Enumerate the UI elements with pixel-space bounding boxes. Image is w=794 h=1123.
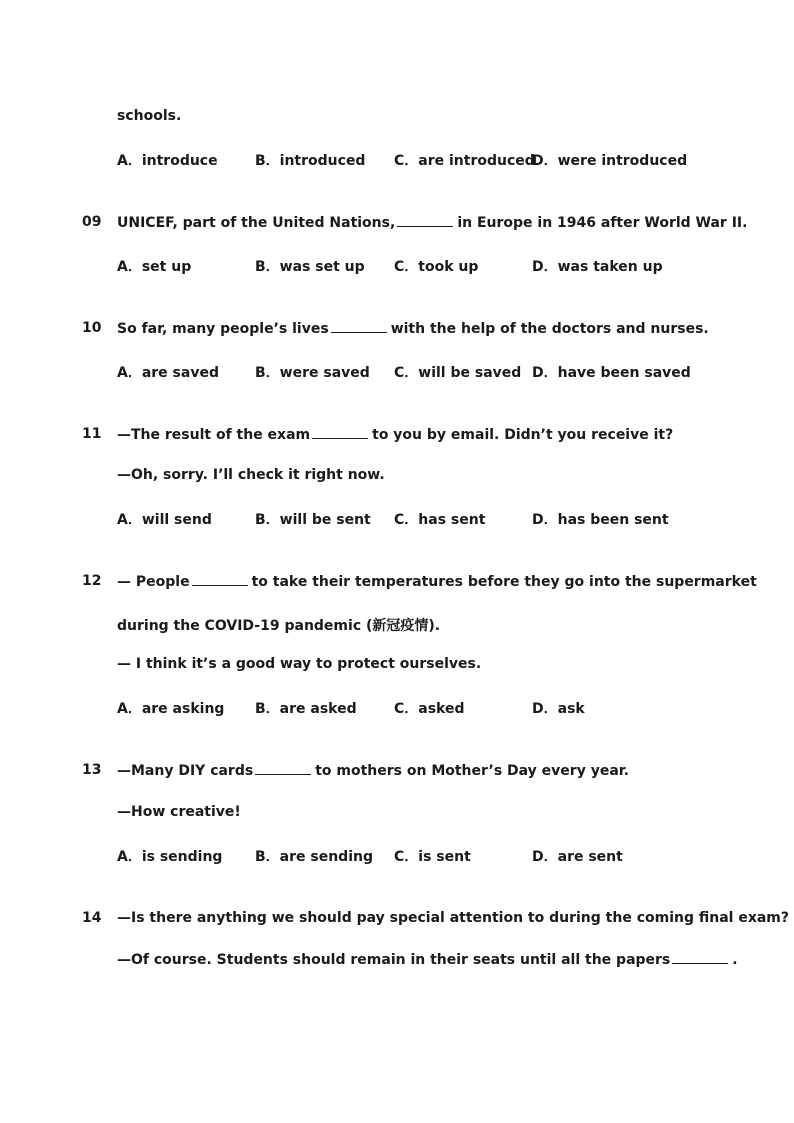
q12-option-b: B．are asked <box>255 701 357 717</box>
q10-option-c: C．will be saved <box>394 365 522 381</box>
q13-blank <box>255 762 311 775</box>
q12-number: 12 <box>82 573 102 589</box>
q14-stem-before: —Of course. Students should remain in their seats until all the papers <box>117 952 671 968</box>
q09-blank <box>397 214 453 227</box>
q14-number: 14 <box>82 910 102 926</box>
q11-option-a: A．will send <box>117 512 212 528</box>
q11-reply: —Oh, sorry. I’ll check it right now. <box>117 467 385 483</box>
q09-stem-before: UNICEF, part of the United Nations, <box>117 215 396 231</box>
q13-number: 13 <box>82 762 102 778</box>
q14-blank <box>672 951 728 964</box>
q13-stem-after: to mothers on Mother’s Day every year. <box>315 763 629 779</box>
q12-option-d: D．ask <box>532 701 585 717</box>
q10-option-a: A．are saved <box>117 365 219 381</box>
q12-stem <box>117 573 757 590</box>
q08-option-c: C．are introduced <box>394 153 535 169</box>
q09-option-b: B．was set up <box>255 259 365 275</box>
q13-option-c: C．is sent <box>394 849 471 865</box>
q09-stem <box>117 214 747 231</box>
q14-question: —Is there anything we should pay special attention to during the coming final exam? <box>117 910 790 926</box>
q13-option-a: A．is sending <box>117 849 223 865</box>
q09-number: 09 <box>82 214 102 230</box>
q09-option-a: A．set up <box>117 259 192 275</box>
q11-stem-after: to you by email. Didn’t you receive it? <box>372 427 674 443</box>
q11-option-c: C．has sent <box>394 512 486 528</box>
q12-stem-after: to take their temperatures before they go into the supermarket <box>251 574 757 590</box>
q13-option-b: B．are sending <box>255 849 373 865</box>
q08-continuation: schools. <box>117 108 182 124</box>
q12-blank <box>192 573 248 586</box>
q12-reply: — I think it’s a good way to protect ourselves. <box>117 656 482 672</box>
q12-stem-before: — People <box>117 574 190 590</box>
q11-option-b: B．will be sent <box>255 512 371 528</box>
q11-stem-before: —The result of the exam <box>117 427 311 443</box>
q10-option-b: B．were saved <box>255 365 370 381</box>
q10-blank <box>331 320 387 333</box>
q12-option-c: C．asked <box>394 701 465 717</box>
q11-option-d: D．has been sent <box>532 512 669 528</box>
q13-option-d: D．are sent <box>532 849 623 865</box>
q14-stem-after: . <box>732 952 738 968</box>
q10-stem-after: with the help of the doctors and nurses. <box>390 321 709 337</box>
q13-reply: —How creative! <box>117 804 241 820</box>
q08-option-b: B．introduced <box>255 153 366 169</box>
q11-blank <box>312 426 368 439</box>
q10-stem <box>117 320 709 337</box>
q08-option-d: D．were introduced <box>532 153 688 169</box>
q10-stem-before: So far, many people’s lives <box>117 321 329 337</box>
q10-number: 10 <box>82 320 102 336</box>
q09-option-c: C．took up <box>394 259 479 275</box>
q14-stem <box>117 951 738 968</box>
q13-stem <box>117 762 629 779</box>
q08-option-a: A．introduce <box>117 153 218 169</box>
q11-stem <box>117 426 673 443</box>
q12-stem-continued: during the COVID-19 pandemic (新冠疫情). <box>117 618 441 634</box>
q09-option-d: D．was taken up <box>532 259 663 275</box>
q13-stem-before: —Many DIY cards <box>117 763 254 779</box>
q11-number: 11 <box>82 426 102 442</box>
q10-option-d: D．have been saved <box>532 365 691 381</box>
q09-stem-after: in Europe in 1946 after World War II. <box>457 215 748 231</box>
q12-option-a: A．are asking <box>117 701 225 717</box>
